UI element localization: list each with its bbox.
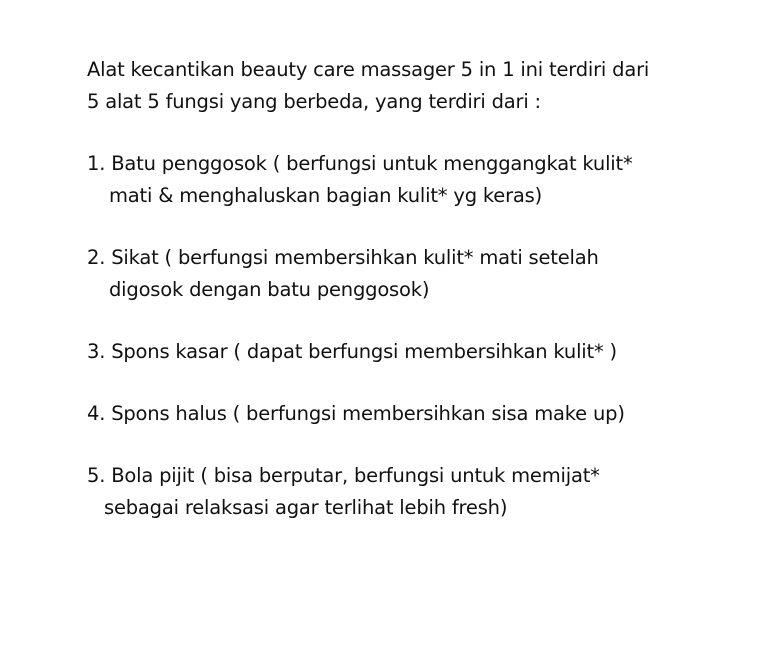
list-item-5-line-2: sebagai relaksasi agar terlihat lebih fresh) (104, 496, 508, 519)
list-item-1 (87, 148, 747, 212)
list-item-5 (87, 460, 747, 524)
list-item-4-line-1: 4. Spons halus ( berfungsi membersihkan sisa make up) (87, 402, 625, 425)
list-item-1-line-1: 1. Batu penggosok ( berfungsi untuk menggangkat kulit* (87, 152, 633, 175)
list-item-5-line-1: 5. Bola pijit ( bisa berputar, berfungsi untuk memijat* (87, 464, 600, 487)
list-item-4 (87, 398, 747, 430)
spacer (87, 212, 747, 242)
intro-paragraph (87, 54, 747, 118)
list-item-2 (87, 242, 747, 306)
list-item-1-line-2: mati & menghaluskan bagian kulit* yg keras) (109, 184, 542, 207)
spacer (87, 368, 747, 398)
list-item-2-line-1: 2. Sikat ( berfungsi membersihkan kulit* mati setelah (87, 246, 599, 269)
list-item-3-line-1: 3. Spons kasar ( dapat berfungsi membersihkan kulit* ) (87, 340, 617, 363)
spacer (87, 430, 747, 460)
spacer (87, 306, 747, 336)
spacer (87, 118, 747, 148)
list-item-2-line-2: digosok dengan batu penggosok) (109, 278, 430, 301)
intro-line-2: 5 alat 5 fungsi yang berbeda, yang terdiri dari : (87, 90, 541, 113)
list-item-3 (87, 336, 747, 368)
intro-line-1: Alat kecantikan beauty care massager 5 in 1 ini terdiri dari (87, 58, 650, 81)
document-body (87, 54, 747, 524)
